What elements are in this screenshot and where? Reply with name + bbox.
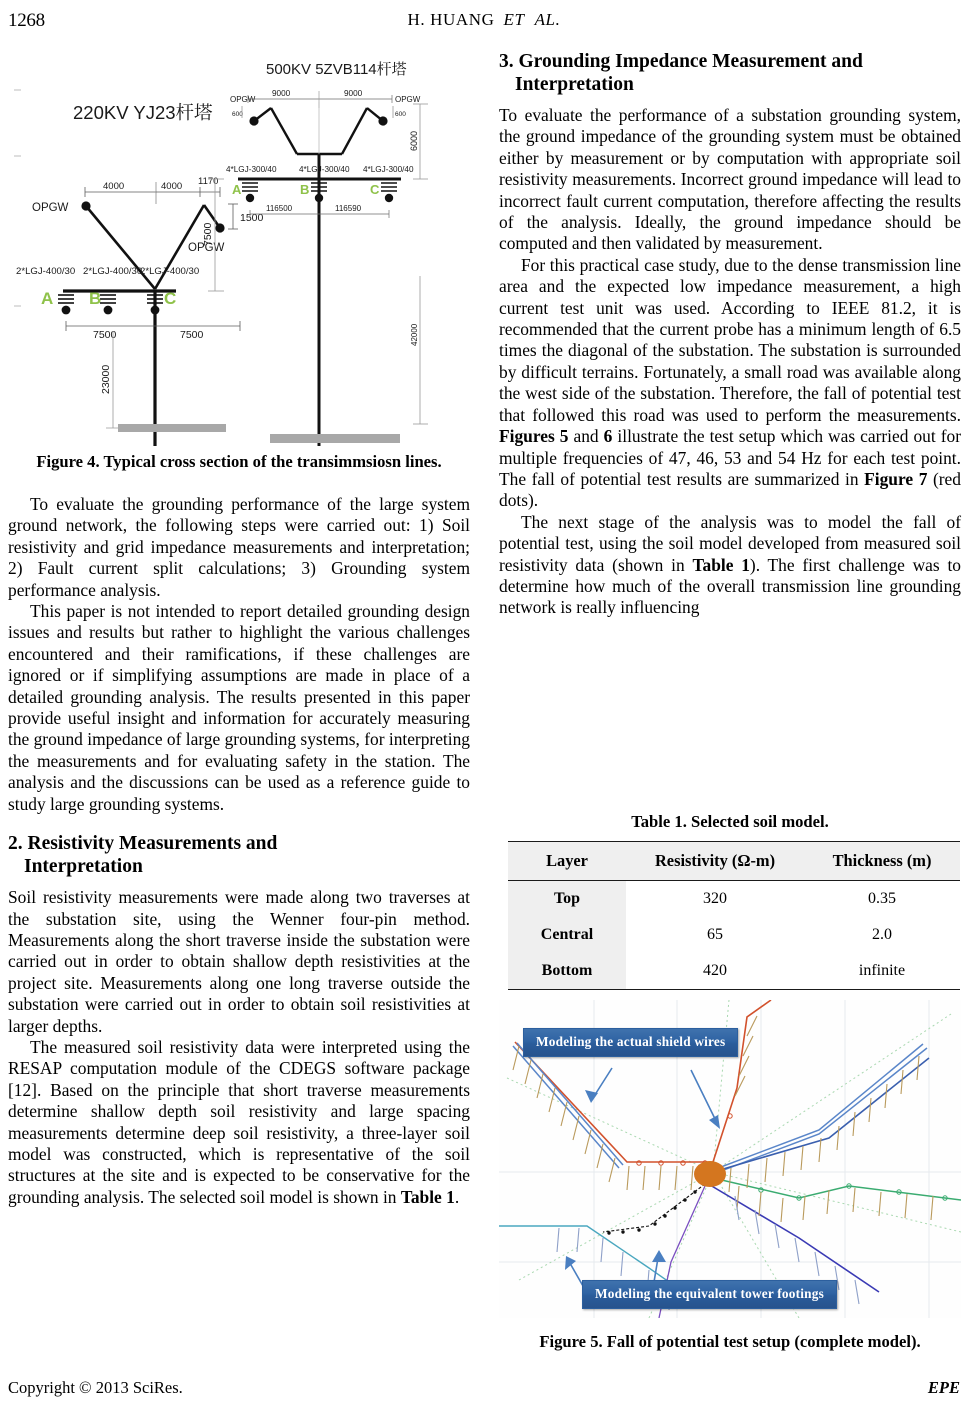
svg-text:600: 600 — [232, 111, 243, 118]
paragraph-text: The next stage of the analysis was to model the fall of potential test, using the soil model developed from measured soil resistivity data (shown in — [499, 511, 961, 575]
svg-text:A: A — [232, 182, 242, 197]
svg-text:B: B — [89, 289, 102, 308]
figure-reference: 6 — [603, 426, 613, 447]
running-head-et: ET — [503, 10, 525, 29]
section-heading-2 — [8, 832, 470, 878]
conjunction: and — [568, 426, 604, 447]
cell-layer: Top — [508, 881, 626, 918]
column-header-thickness: Thickness (m) — [804, 842, 960, 881]
figure-5-caption: Figure 5. Fall of potential test setup (complete model). — [539, 1332, 921, 1351]
paragraph: To evaluate the grounding performance of the large system ground network, the following steps were carried out: 1) Soil resistivity and grid impedance measurements and interpretation; 2) Fault current split calculations; 3) Grounding system performance analysis. — [8, 494, 470, 600]
svg-text:B: B — [300, 182, 310, 197]
svg-text:1170: 1170 — [198, 176, 219, 187]
paragraph-tail: ). The first challenge was to determine how much of the overall transmission line grounding network is really influencing — [499, 554, 961, 618]
figure-4 — [8, 46, 470, 446]
svg-text:42000: 42000 — [410, 323, 419, 346]
svg-text:2*LGJ-400/30: 2*LGJ-400/30 — [83, 266, 143, 277]
svg-text:1500: 1500 — [240, 212, 264, 224]
figure-reference: Figure 7 — [864, 468, 928, 489]
svg-text:9000: 9000 — [272, 89, 291, 98]
table-row — [508, 881, 960, 918]
svg-text:C: C — [164, 289, 177, 308]
paragraph-text: illustrate the test setup which was carried out for multiple frequencies of 47, 46, 53 and 54 Hz for each test point. The fall of potential test results are summarized in — [499, 426, 961, 489]
table-row — [508, 953, 960, 990]
svg-text:2*LGJ-400/30: 2*LGJ-400/30 — [140, 266, 200, 277]
svg-text:9000: 9000 — [344, 89, 363, 98]
svg-text:A: A — [41, 289, 54, 308]
table-1 — [499, 812, 961, 990]
svg-text:116590: 116590 — [335, 204, 362, 213]
paragraph — [499, 512, 961, 619]
svg-text:2*LGJ-400/30: 2*LGJ-400/30 — [16, 266, 76, 277]
svg-text:OPGW: OPGW — [188, 242, 225, 254]
paragraph: This paper is not intended to report detailed grounding design issues and results but rather to highlight the various challenges encountered and their ramifications, if these challenges are ignored or if simplifying assumptions are made in place of a detailed grounding analysis. The results presented in this paper provide useful insight and information for accurately measuring the ground impedance of large grounding systems, for interpreting the measurements and for evaluating safety in the station. The analysis and the discussions can be used as a reference guide to study large grounding systems. — [8, 601, 470, 814]
svg-text:4*LGJ-300/40: 4*LGJ-300/40 — [299, 165, 350, 174]
svg-text:4000: 4000 — [103, 181, 125, 192]
running-head-title — [0, 10, 968, 30]
svg-text:4*LGJ-300/40: 4*LGJ-300/40 — [226, 165, 277, 174]
svg-text:116500: 116500 — [266, 204, 293, 213]
left-column — [8, 494, 470, 1208]
cell-resistivity: 65 — [707, 926, 723, 943]
svg-text:23000: 23000 — [100, 364, 112, 394]
table-reference: Table 1 — [400, 1186, 455, 1207]
paragraph — [8, 1037, 470, 1208]
column-header-layer: Layer — [508, 842, 626, 881]
soil-model-table — [508, 841, 960, 990]
svg-text:500KV 5ZVB114杆塔: 500KV 5ZVB114杆塔 — [266, 61, 407, 78]
cell-thickness: 2.0 — [872, 926, 892, 943]
section-2-number-line: 2. Resistivity Measurements and — [8, 833, 278, 855]
paragraph-tail: . — [454, 1186, 460, 1207]
cell-layer: Bottom — [508, 953, 626, 990]
svg-text:OPGW: OPGW — [230, 95, 256, 104]
svg-text:7500: 7500 — [93, 329, 117, 341]
right-column — [499, 50, 961, 619]
figure-5 — [499, 1000, 961, 1330]
svg-text:7500: 7500 — [180, 329, 204, 341]
paragraph: To evaluate the performance of a substation grounding system, the ground impedance of the grounding system must be obtained either by measurement or by computation with appropriate soil resistivity measurements. Incorrect ground impedance will lead to incorrect fault current computation, therefore affecting the results of the analysis. Ideally, the ground impedance should be computed and then validated by measurement. — [499, 105, 961, 254]
svg-text:4000: 4000 — [161, 181, 183, 192]
paragraph-tail: (red dots). — [499, 468, 961, 511]
page-footer — [0, 1378, 968, 1402]
svg-text:220KV YJ23杆塔: 220KV YJ23杆塔 — [73, 102, 213, 123]
callout-shield-wires: Modeling the actual shield wires — [523, 1028, 738, 1057]
running-head — [0, 6, 968, 36]
page-number: 1268 — [8, 10, 45, 31]
section-3-continuation: Interpretation — [515, 74, 634, 95]
cell-thickness: 0.35 — [868, 890, 896, 907]
svg-text:7500: 7500 — [202, 222, 214, 246]
paragraph — [499, 255, 961, 512]
table-row — [508, 917, 960, 953]
section-3-number-line: 3. Grounding Impedance Measurement and — [499, 51, 863, 72]
journal-abbreviation: EPE — [927, 1378, 960, 1397]
cell-resistivity: 420 — [626, 953, 804, 990]
svg-text:C: C — [370, 182, 380, 197]
table-1-caption: Table 1. Selected soil model. — [631, 812, 829, 831]
figure-4-caption: Figure 4. Typical cross section of the transimmsiosn lines. — [36, 452, 442, 471]
running-head-al: AL. — [534, 10, 561, 29]
copyright-notice: Copyright © 2013 SciRes. — [8, 1378, 183, 1397]
cell-layer: Central — [508, 917, 626, 953]
paragraph: Soil resistivity measurements were made along two traverses at the substation site, using the Wenner four-pin method. Measurements along the short traverse inside the substation were carried out in order to obtain shallow depth resistivities at the project site. Measurements along one long traverse outside the substation were carried out in order to obtain soil resistivities at larger depths. — [8, 887, 470, 1036]
figure-4-drawing — [8, 46, 470, 446]
paragraph-text: For this practical case study, due to the dense transmission line area and the expected low impedance measurement, a high current test unit was used. According to IEEE 81.2, it is recommended that the current probe has a minimum length of 6.5 times the diagonal of the substation. The substation is surrounded by difficult terrains. Fortunately, a small road was available along the west side of the substation. Therefore, the fall of potential test that followed this road was used to perform the measurements. — [499, 254, 961, 425]
section-heading-3 — [499, 50, 961, 96]
svg-text:OPGW: OPGW — [32, 202, 69, 214]
table-header-row — [508, 842, 960, 881]
running-head-authors: H. HUANG — [407, 10, 495, 29]
svg-text:OPGW: OPGW — [395, 95, 421, 104]
callout-tower-footings: Modeling the equivalent tower footings — [582, 1280, 837, 1309]
svg-text:4*LGJ-300/40: 4*LGJ-300/40 — [363, 165, 414, 174]
svg-text:6000: 6000 — [409, 130, 419, 151]
cell-resistivity: 320 — [703, 890, 727, 907]
figure-reference: Figures 5 — [499, 426, 569, 447]
table-reference: Table 1 — [692, 554, 750, 575]
column-header-resistivity: Resistivity (Ω-m) — [626, 842, 804, 881]
section-2-continuation: Interpretation — [24, 856, 143, 878]
paragraph-text: The measured soil resistivity data were interpreted using the RESAP computation module of the CDEGS software package [12]. Based on the principle that short traverse measurements determine shallow depth soil resistivity and large spacing measurements determine deep soil resistivity, a three-layer soil model was constructed, which is representative of the soil structures at the site and is expected to be conservative for the grounding analysis. The selected soil model is shown in — [8, 1036, 470, 1207]
svg-text:600: 600 — [395, 111, 406, 118]
cell-thickness: infinite — [804, 953, 960, 990]
